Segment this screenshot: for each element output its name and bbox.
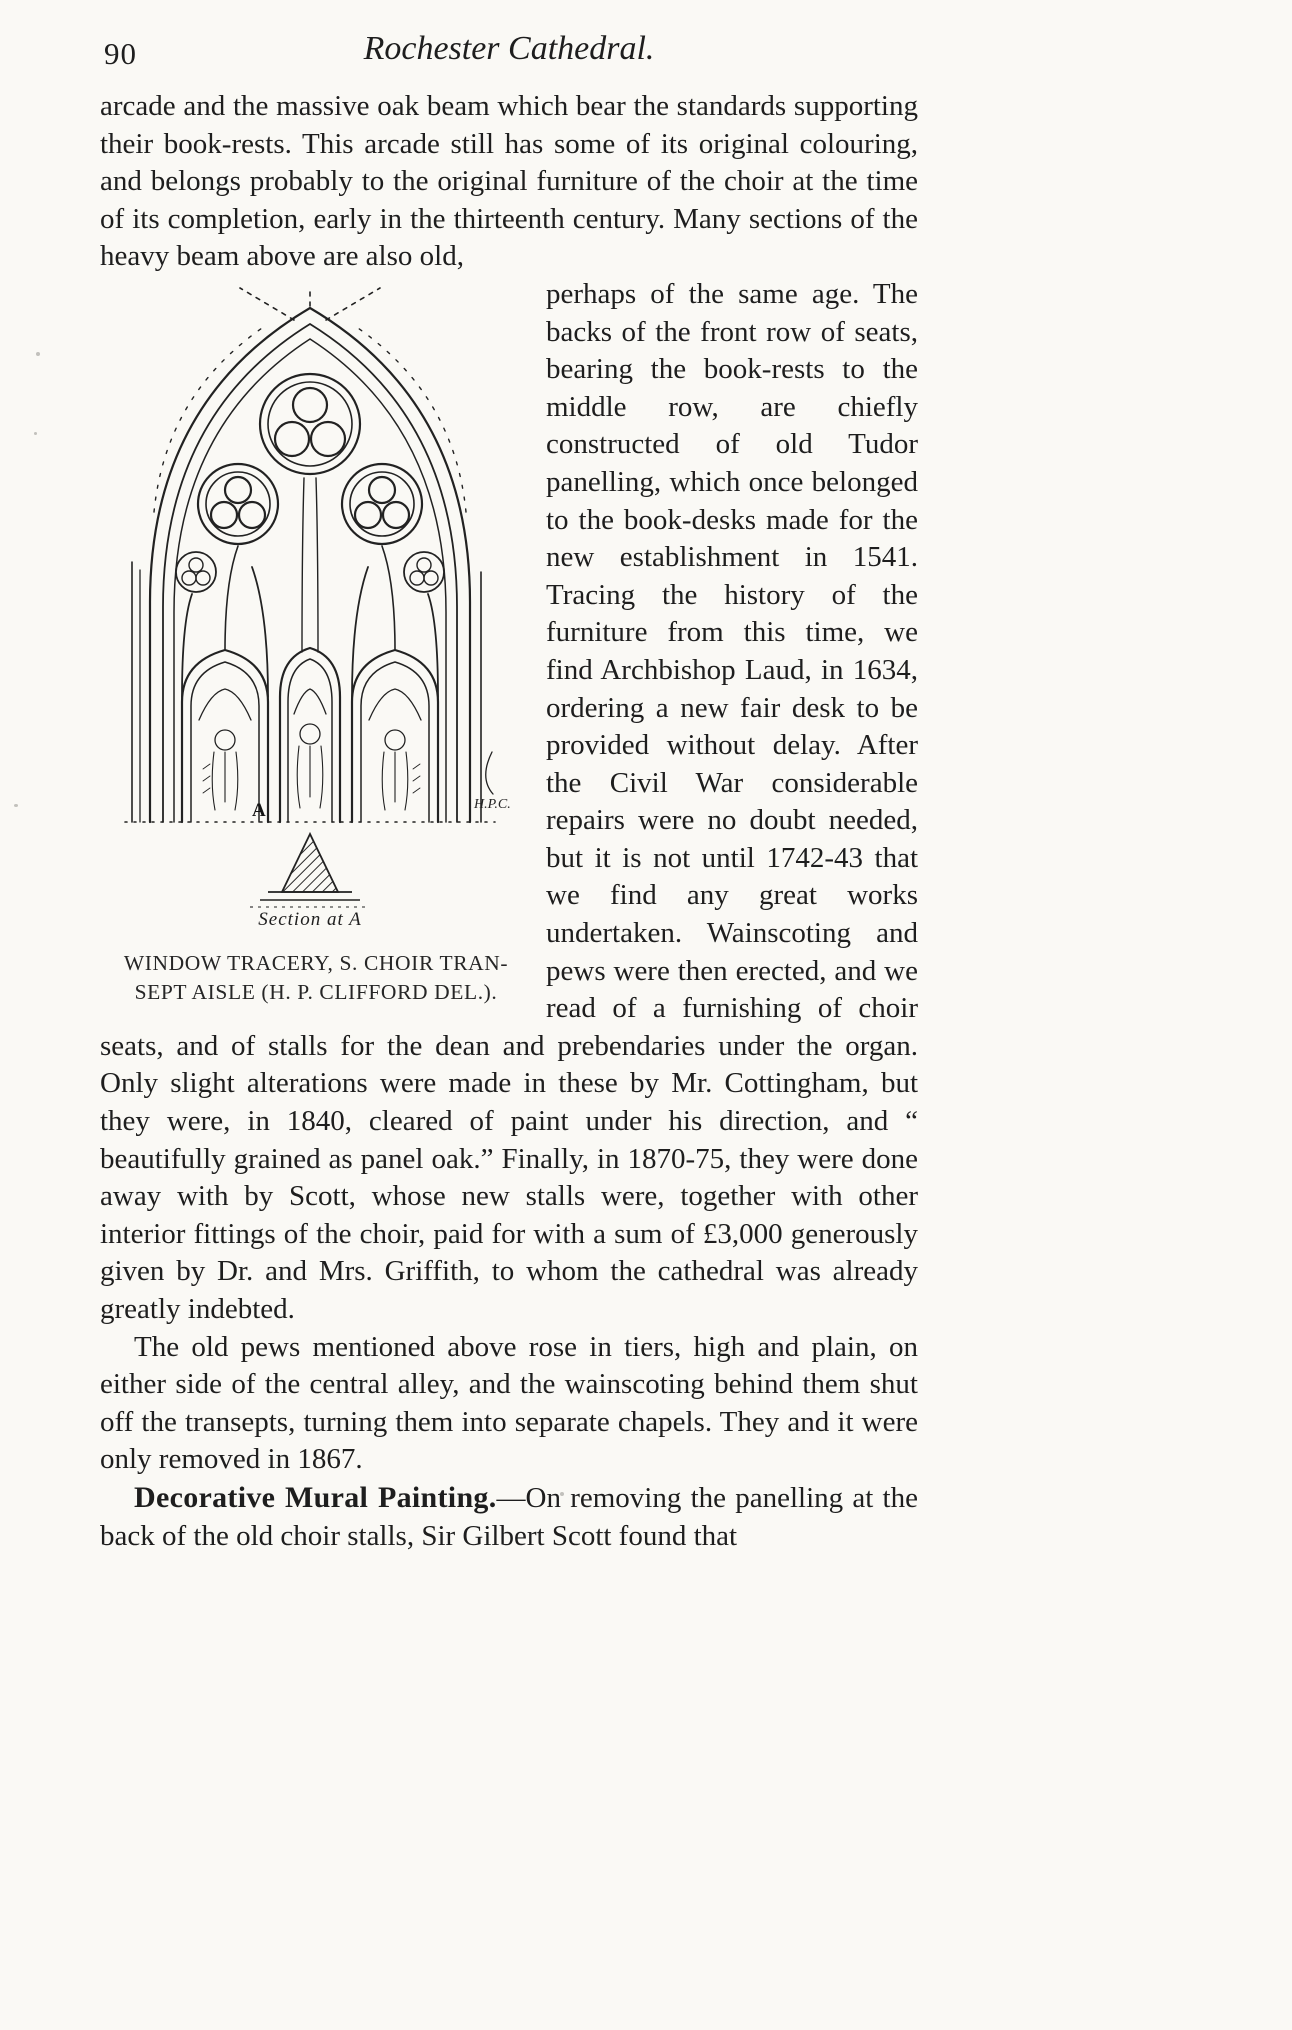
paragraph-arcade: arcade and the massive oak beam which bear the standards supporting their book-rests. This arcade still has some of its original colouring, and belongs probably to the original furniture of the choir at the time of its completion, early in the thirteenth century. Many sections of the heavy beam above are also old,: [100, 90, 918, 273]
mural-painting-text: —On removing the panelling at the back of the old choir stalls, Sir Gilbert Scott found that: [100, 1481, 918, 1552]
figure-caption-line2: SEPT AISLE (H. P. CLIFFORD DEL.).: [134, 979, 498, 1004]
window-tracery-illustration: [100, 282, 532, 930]
mural-painting-heading: Decorative Mural Painting.: [134, 1480, 497, 1514]
tracery-figure: [100, 282, 532, 1007]
scan-speck: [34, 432, 37, 435]
scan-speck: [14, 804, 18, 807]
scan-speck: [36, 352, 40, 356]
page-header: [100, 28, 918, 88]
page-content: [100, 28, 918, 1555]
figure-caption: [100, 949, 532, 1007]
figure-label-a: A: [252, 799, 266, 821]
page-number: 90: [104, 36, 137, 71]
paragraph-pews-history: perhaps of the same age. The backs of the front row of seats, bearing the book-rests to the middle row, are chiefly constructed of old Tudor panelling, which once belonged to the book-desks made for the new establishment in 1541. Tracing the history of the furniture from this time, we find Archbishop Laud, in 1634, ordering a new fair desk to be provided without delay. After the Civil War considerable repairs were no doubt needed, but it is not until 1742-43 that we find any great works undertaken. Wainscoting and pews were then erected, and we read of a furnishing of choir seats, and of stalls for the dean and prebendaries under the organ. Only slight alterations were made in these by Mr. Cottingham, but they were, in 1840, cleared of paint under his direction, and “ beautifully grained as panel oak.” Finally, in 1870-75, they were done away with by Scott, whose new stalls were, together with other interior fittings of the choir, paid for with a sum of £3,000 generously given by Dr. and Mrs. Griffith, to whom the cathedral was already greatly indebted.: [100, 277, 918, 1325]
artist-initials: H.P.C.: [474, 796, 511, 812]
running-title: Rochester Cathedral.: [363, 30, 655, 67]
section-label: Section at A: [258, 908, 362, 930]
body-text: [100, 88, 918, 1555]
paragraph-old-pews: The old pews mentioned above rose in tiers, high and plain, on either side of the central alley, and the wainscoting behind them shut off the transepts, turning them into separate chapels. They and it were only removed in 1867.: [100, 1330, 918, 1476]
paragraph-mural-painting: [100, 1479, 918, 1555]
figure-caption-line1: WINDOW TRACERY, S. CHOIR TRAN-: [123, 950, 509, 975]
